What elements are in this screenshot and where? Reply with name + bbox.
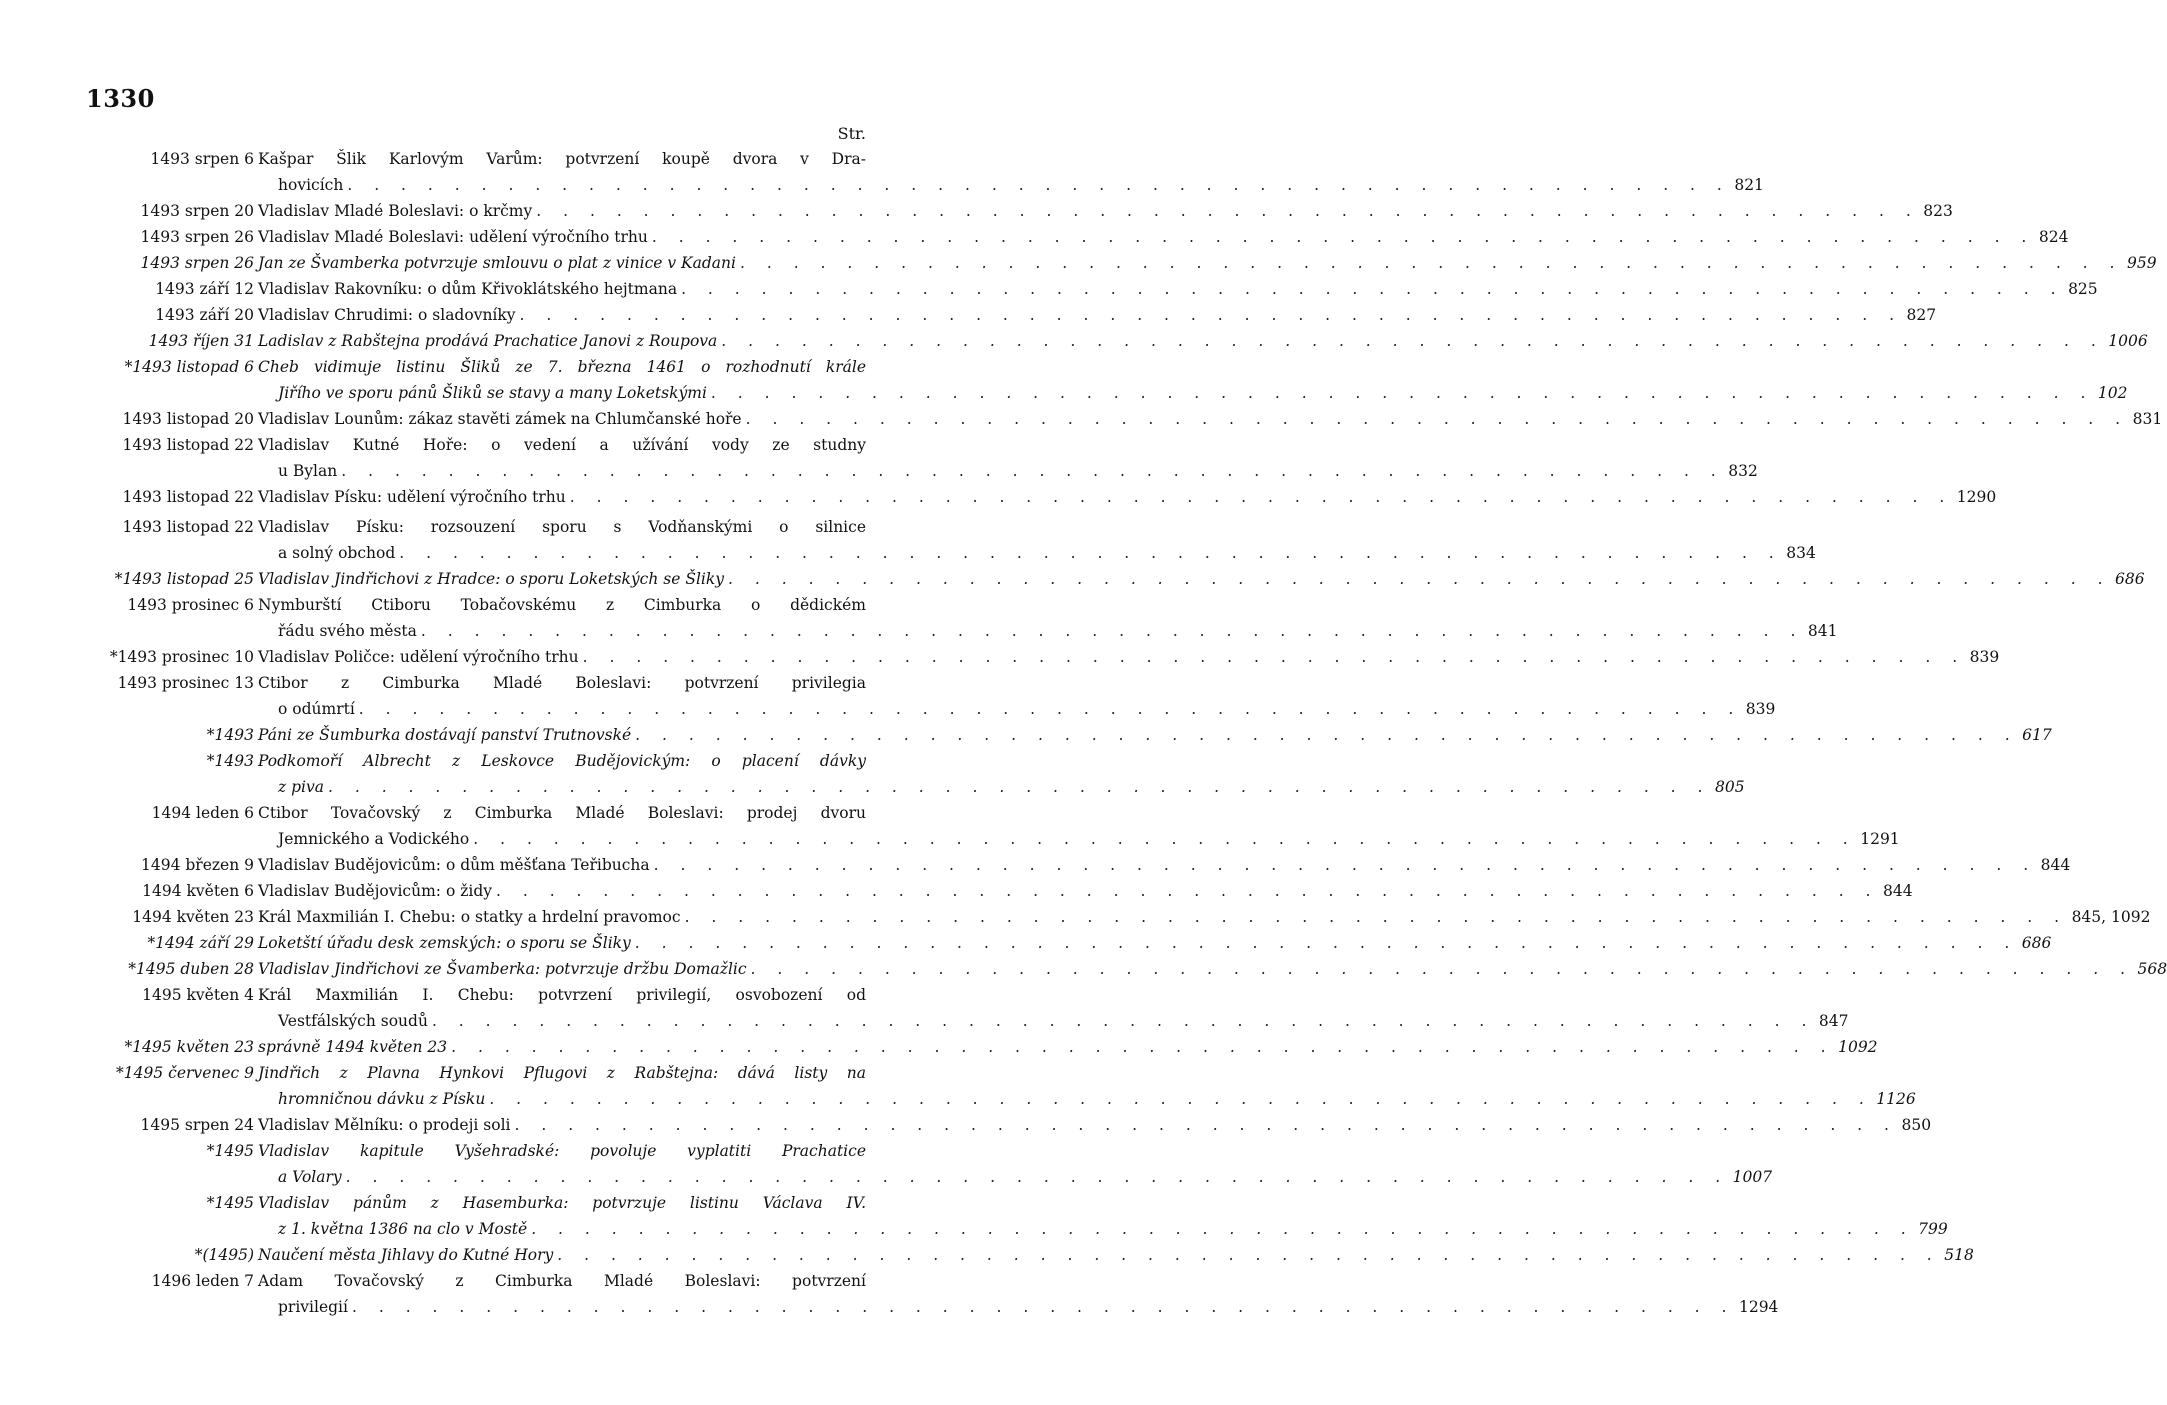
entry-date: 1494 leden 6 xyxy=(151,804,254,822)
index-entry xyxy=(0,276,2098,302)
entry-page-reference: 1126 xyxy=(1876,1090,1916,1108)
index-entry xyxy=(0,930,2052,956)
entry-text xyxy=(258,748,1745,800)
entry-line: Jindřich z Plavna Hynkovi Pflugovi z Rabštejna: dává listy na xyxy=(258,1064,866,1082)
dot-leader: . . . . . . . . . . . . . . . . . . . . . . . . . . . . . . . . . . . . . . . . . . . . . . . . . . . . xyxy=(710,384,2094,402)
dot-leader: . . . . . . . . . . . . . . . . . . . . . . . . . . . . . . . . . . . . . . . . . . . . . . . . . . . . xyxy=(582,648,1966,666)
entry-page-reference: 839 xyxy=(1969,648,2000,666)
entry-title: a solný obchod xyxy=(278,544,396,562)
entry-page-reference: 823 xyxy=(1923,202,1953,220)
entry-page-reference: 824 xyxy=(2038,228,2069,246)
entry-page-reference: 1006 xyxy=(2108,332,2148,350)
entry-date: 1496 leden 7 xyxy=(151,1272,254,1290)
entry-title: Vladislav Rakovníku: o dům Křivoklátského hejtmana xyxy=(258,280,678,298)
entry-date: 1493 srpen 26 xyxy=(140,228,254,246)
entry-date: 1493 listopad 20 xyxy=(122,410,254,428)
entry-date: 1493 srpen 20 xyxy=(140,202,254,220)
dot-leader: . . . . . . . . . . . . . . . . . . . . . . . . . . . . . . . . . . . . . . . . . . . . . . . . . . . . xyxy=(473,830,1857,848)
dot-leader: . . . . . . . . . . . . . . . . . . . . . . . . . . . . . . . . . . . . . . . . . . . . . . . . . . . . xyxy=(569,488,1953,506)
index-entry xyxy=(0,224,2069,250)
entry-page-reference: 518 xyxy=(1944,1246,1974,1264)
entry-title: řádu svého města xyxy=(278,622,417,640)
entry-date: 1495 květen 4 xyxy=(142,986,254,1004)
entry-title: Král Maxmilián I. Chebu: o statky a hrdelní pravomoc xyxy=(258,908,681,926)
entry-page-reference: 847 xyxy=(1818,1012,1849,1030)
index-entry xyxy=(0,514,1816,566)
index-entry xyxy=(0,956,2167,982)
entry-date: 1493 srpen 6 xyxy=(150,150,254,168)
entry-page-reference: 1092 xyxy=(1838,1038,1878,1056)
entry-text xyxy=(258,1138,1773,1190)
entry-date: *1493 listopad 25 xyxy=(114,570,254,588)
entry-title: Vladislav Mladé Boleslavi: udělení výročního trhu xyxy=(258,228,648,246)
entry-text xyxy=(258,1268,1779,1320)
dot-leader: . . . . . . . . . . . . . . . . . . . . . . . . . . . . . . . . . . . . . . . . . . . . . . . . . . . . xyxy=(351,1298,1735,1316)
dot-leader: . . . . . . . . . . . . . . . . . . . . . . . . . . . . . . . . . . . . . . . . . . . . . . . . . . . . xyxy=(399,544,1783,562)
entry-text xyxy=(258,484,1997,510)
entry-date: *1495 červenec 9 xyxy=(116,1064,254,1082)
entry-title: správně 1494 květen 23 xyxy=(258,1038,448,1056)
entry-date: *1495 xyxy=(206,1194,254,1212)
entry-date: 1493 říjen 31 xyxy=(148,332,254,350)
entry-page-reference: 617 xyxy=(2022,726,2052,744)
entry-title: z piva xyxy=(278,778,324,796)
index-entry xyxy=(0,670,1776,722)
entry-date: *1493 listopad 6 xyxy=(124,358,254,376)
entry-text xyxy=(258,1242,1974,1268)
index-entry xyxy=(0,566,2145,592)
entry-title: Vladislav Chrudimi: o sladovníky xyxy=(258,306,516,324)
dot-leader: . . . . . . . . . . . . . . . . . . . . . . . . . . . . . . . . . . . . . . . . . . . . . . . . . . . . xyxy=(431,1012,1815,1030)
entry-text xyxy=(258,354,2128,406)
entry-text xyxy=(258,302,1937,328)
entry-title: a Volary xyxy=(278,1168,342,1186)
entry-text xyxy=(258,224,2069,250)
entry-page-reference: 686 xyxy=(2021,934,2052,952)
index-entries xyxy=(0,146,2167,1320)
entry-line: Vladislav kapitule Vyšehradské: povoluje vyplatiti Prachatice xyxy=(258,1142,866,1160)
index-entry xyxy=(0,722,2052,748)
entry-date: 1493 srpen 26 xyxy=(140,254,254,272)
entry-date: *1493 prosinec 10 xyxy=(109,648,254,666)
entry-title: Loketští úřadu desk zemských: o sporu se Šliky xyxy=(258,934,631,952)
entry-page-reference: 102 xyxy=(2097,384,2128,402)
entry-page-reference: 799 xyxy=(1918,1220,1948,1238)
entry-page-reference: 686 xyxy=(2115,570,2145,588)
entry-date: 1495 srpen 24 xyxy=(140,1116,254,1134)
entry-title: Vladislav Písku: udělení výročního trhu xyxy=(258,488,566,506)
dot-leader: . . . . . . . . . . . . . . . . . . . . . . . . . . . . . . . . . . . . . . . . . . . . . . . . . . . . xyxy=(739,254,2123,272)
entry-text xyxy=(258,566,2145,592)
entry-date: 1494 březen 9 xyxy=(141,856,254,874)
index-entry xyxy=(0,1034,1878,1060)
entry-title: privilegií xyxy=(278,1298,348,1316)
index-entry xyxy=(0,852,2071,878)
entry-text xyxy=(258,982,1849,1034)
entry-title: o odúmrtí xyxy=(278,700,355,718)
entry-line: Vladislav pánům z Hasemburka: potvrzuje listinu Václava IV. xyxy=(258,1194,866,1212)
dot-leader: . . . . . . . . . . . . . . . . . . . . . . . . . . . . . . . . . . . . . . . . . . . . . . . . . . . . xyxy=(681,280,2065,298)
entry-title: Ladislav z Rabštejna prodává Prachatice Janovi z Roupova xyxy=(258,332,718,350)
entry-page-reference: 844 xyxy=(2040,856,2071,874)
entry-page-reference: 839 xyxy=(1745,700,1776,718)
entry-date: 1493 září 20 xyxy=(155,306,254,324)
entry-title: Vladislav Mělníku: o prodeji soli xyxy=(258,1116,511,1134)
entry-line: Podkomoří Albrecht z Leskovce Budějovickým: o placení dávky xyxy=(258,752,866,770)
entry-text xyxy=(258,276,2098,302)
entry-title: z 1. května 1386 na clo v Mostě xyxy=(278,1220,528,1238)
dot-leader: . . . . . . . . . . . . . . . . . . . . . . . . . . . . . . . . . . . . . . . . . . . . . . . . . . . . xyxy=(451,1038,1835,1056)
entry-page-reference: 827 xyxy=(1906,306,1937,324)
index-entry xyxy=(0,800,1900,852)
entry-page-reference: 841 xyxy=(1807,622,1838,640)
entry-page-reference: 832 xyxy=(1728,462,1758,480)
column-label-pages: Str. xyxy=(837,124,866,143)
index-entry xyxy=(0,1242,1974,1268)
dot-leader: . . . . . . . . . . . . . . . . . . . . . . . . . . . . . . . . . . . . . . . . . . . . . . . . . . . . xyxy=(345,1168,1729,1186)
index-entry xyxy=(0,406,2163,432)
entry-title: Jemnického a Vodického xyxy=(278,830,470,848)
dot-leader: . . . . . . . . . . . . . . . . . . . . . . . . . . . . . . . . . . . . . . . . . . . . . . . . . . . . xyxy=(745,410,2129,428)
entry-text xyxy=(258,432,1758,484)
index-entry xyxy=(0,748,1745,800)
dot-leader: . . . . . . . . . . . . . . . . . . . . . . . . . . . . . . . . . . . . . . . . . . . . . . . . . . . . xyxy=(496,882,1879,900)
entry-date: 1494 květen 23 xyxy=(132,908,254,926)
index-entry xyxy=(0,328,2148,354)
entry-title: Páni ze Šumburka dostávají panství Trutnovské xyxy=(258,726,632,744)
entry-line: Cheb vidimuje listinu Šliků ze 7. března 1461 o rozhodnutí krále xyxy=(258,358,866,376)
entry-text xyxy=(258,722,2052,748)
entry-page-reference: 1007 xyxy=(1732,1168,1773,1186)
entry-date: *1495 xyxy=(206,1142,254,1160)
entry-text xyxy=(258,406,2163,432)
dot-leader: . . . . . . . . . . . . . . . . . . . . . . . . . . . . . . . . . . . . . . . . . . . . . . . . . . . . xyxy=(341,462,1725,480)
entry-date: *1493 xyxy=(206,752,254,770)
entry-page-reference: 568 xyxy=(2137,960,2167,978)
entry-page-reference: 1291 xyxy=(1860,830,1900,848)
dot-leader: . . . . . . . . . . . . . . . . . . . . . . . . . . . . . . . . . . . . . . . . . . . . . . . . . . . . xyxy=(531,1220,1915,1238)
entry-page-reference: 805 xyxy=(1714,778,1745,796)
entry-text xyxy=(258,930,2052,956)
dot-leader: . . . . . . . . . . . . . . . . . . . . . . . . . . . . . . . . . . . . . . . . . . . . . . . . . . . . xyxy=(536,202,1920,220)
entry-line: Ctibor z Cimburka Mladé Boleslavi: potvrzení privilegia xyxy=(258,674,866,692)
entry-page-reference: 844 xyxy=(1882,882,1913,900)
entry-page-reference: 959 xyxy=(2126,254,2157,272)
entry-page-reference: 845, 1092 xyxy=(2071,908,2151,926)
index-entry xyxy=(0,878,1913,904)
dot-leader: . . . . . . . . . . . . . . . . . . . . . . . . . . . . . . . . . . . . . . . . . . . . . . . . . . . . xyxy=(635,726,2019,744)
index-entry xyxy=(0,1112,1932,1138)
entry-date: *1495 květen 23 xyxy=(124,1038,254,1056)
entry-title: Naučení města Jihlavy do Kutné Hory xyxy=(258,1246,554,1264)
entry-title: Vladislav Jindřichovi z Hradce: o sporu Loketských se Šliky xyxy=(258,570,725,588)
index-entry xyxy=(0,1060,1916,1112)
dot-leader: . . . . . . . . . . . . . . . . . . . . . . . . . . . . . . . . . . . . . . . . . . . . . . . . . . . . xyxy=(653,856,2037,874)
entry-date: *1493 xyxy=(206,726,254,744)
dot-leader: . . . . . . . . . . . . . . . . . . . . . . . . . . . . . . . . . . . . . . . . . . . . . . . . . . . . xyxy=(519,306,1903,324)
index-entry xyxy=(0,250,2157,276)
index-entry xyxy=(0,354,2128,406)
entry-title: Vladislav Budějovicům: o židy xyxy=(258,882,492,900)
index-entry xyxy=(0,198,1953,224)
dot-leader: . . . . . . . . . . . . . . . . . . . . . . . . . . . . . . . . . . . . . . . . . . . . . . . . . . . . xyxy=(684,908,2068,926)
entry-title: hovicích xyxy=(278,176,344,194)
entry-page-reference: 831 xyxy=(2132,410,2163,428)
entry-text xyxy=(258,328,2148,354)
entry-date: *1494 září 29 xyxy=(147,934,254,952)
entry-title: Jan ze Švamberka potvrzuje smlouvu o plat z vinice v Kadani xyxy=(258,254,736,272)
entry-text xyxy=(258,852,2071,878)
dot-leader: . . . . . . . . . . . . . . . . . . . . . . . . . . . . . . . . . . . . . . . . . . . . . . . . . . . . xyxy=(327,778,1711,796)
index-entry xyxy=(0,904,2151,930)
dot-leader: . . . . . . . . . . . . . . . . . . . . . . . . . . . . . . . . . . . . . . . . . . . . . . . . . . . . xyxy=(557,1246,1941,1264)
index-entry xyxy=(0,644,2000,670)
index-entry xyxy=(0,146,1764,198)
index-entry xyxy=(0,432,1758,484)
index-entry xyxy=(0,982,1849,1034)
entry-text xyxy=(258,250,2157,276)
entry-text xyxy=(258,904,2151,930)
entry-page-reference: 821 xyxy=(1734,176,1764,194)
index-entry xyxy=(0,592,1838,644)
entry-text xyxy=(258,146,1764,198)
entry-text xyxy=(258,644,2000,670)
dot-leader: . . . . . . . . . . . . . . . . . . . . . . . . . . . . . . . . . . . . . . . . . . . . . . . . . . . . xyxy=(728,570,2111,588)
dot-leader: . . . . . . . . . . . . . . . . . . . . . . . . . . . . . . . . . . . . . . . . . . . . . . . . . . . . xyxy=(420,622,1804,640)
entry-line: Nymburští Ctiboru Tobačovskému z Cimburka o dědickém xyxy=(258,596,866,614)
entry-date: 1493 listopad 22 xyxy=(122,436,254,454)
entry-title: Vladislav Mladé Boleslavi: o krčmy xyxy=(258,202,533,220)
entry-title: hromničnou dávku z Písku xyxy=(278,1090,486,1108)
page-number: 1330 xyxy=(86,84,155,113)
entry-text xyxy=(258,514,1816,566)
entry-date: *(1495) xyxy=(194,1246,254,1264)
entry-page-reference: 834 xyxy=(1786,544,1816,562)
dot-leader: . . . . . . . . . . . . . . . . . . . . . . . . . . . . . . . . . . . . . . . . . . . . . . . . . . . . xyxy=(489,1090,1873,1108)
entry-text xyxy=(258,1190,1948,1242)
entry-title: Vladislav Budějovicům: o dům měšťana Teřibucha xyxy=(258,856,650,874)
entry-text xyxy=(258,1060,1916,1112)
entry-title: Vladislav Jindřichovi ze Švamberka: potvrzuje držbu Domažlic xyxy=(258,960,747,978)
entry-title: u Bylan xyxy=(278,462,338,480)
entry-text xyxy=(258,198,1953,224)
index-entry xyxy=(0,484,1997,510)
entry-date: 1493 listopad 22 xyxy=(122,488,254,506)
entry-title: Vestfálských soudů xyxy=(278,1012,428,1030)
entry-text xyxy=(258,878,1913,904)
index-entry xyxy=(0,1268,1779,1320)
entry-date: 1493 prosinec 6 xyxy=(127,596,254,614)
dot-leader: . . . . . . . . . . . . . . . . . . . . . . . . . . . . . . . . . . . . . . . . . . . . . . . . . . . . xyxy=(721,332,2105,350)
entry-line: Vladislav Písku: rozsouzení sporu s Vodňanskými o silnice xyxy=(258,518,866,536)
entry-title: Jiřího ve sporu pánů Šliků se stavy a many Loketskými xyxy=(278,384,707,402)
dot-leader: . . . . . . . . . . . . . . . . . . . . . . . . . . . . . . . . . . . . . . . . . . . . . . . . . . . . xyxy=(634,934,2018,952)
dot-leader: . . . . . . . . . . . . . . . . . . . . . . . . . . . . . . . . . . . . . . . . . . . . . . . . . . . . xyxy=(750,960,2134,978)
entry-line: Ctibor Tovačovský z Cimburka Mladé Boleslavi: prodej dvoru xyxy=(258,804,866,822)
dot-leader: . . . . . . . . . . . . . . . . . . . . . . . . . . . . . . . . . . . . . . . . . . . . . . . . . . . . xyxy=(651,228,2035,246)
index-entry xyxy=(0,302,1937,328)
index-entry xyxy=(0,1190,1948,1242)
entry-line: Kašpar Šlik Karlovým Varům: potvrzení koupě dvora v Dra- xyxy=(258,150,866,168)
dot-leader: . . . . . . . . . . . . . . . . . . . . . . . . . . . . . . . . . . . . . . . . . . . . . . . . . . . . xyxy=(514,1116,1898,1134)
entry-date: 1493 září 12 xyxy=(155,280,254,298)
entry-title: Vladislav Poličce: udělení výročního trhu xyxy=(258,648,579,666)
dot-leader: . . . . . . . . . . . . . . . . . . . . . . . . . . . . . . . . . . . . . . . . . . . . . . . . . . . . xyxy=(358,700,1742,718)
entry-title: Vladislav Lounům: zákaz stavěti zámek na Chlumčanské hoře xyxy=(258,410,742,428)
entry-line: Král Maxmilián I. Chebu: potvrzení privilegií, osvobození od xyxy=(258,986,866,1004)
entry-page-reference: 825 xyxy=(2068,280,2098,298)
entry-page-reference: 1290 xyxy=(1956,488,1997,506)
entry-text xyxy=(258,1112,1932,1138)
entry-date: *1495 duben 28 xyxy=(128,960,254,978)
entry-line: Vladislav Kutné Hoře: o vedení a užívání vody ze studny xyxy=(258,436,866,454)
entry-date: 1494 květen 6 xyxy=(142,882,254,900)
entry-page-reference: 850 xyxy=(1901,1116,1932,1134)
entry-line: Adam Tovačovský z Cimburka Mladé Boleslavi: potvrzení xyxy=(258,1272,866,1290)
dot-leader: . . . . . . . . . . . . . . . . . . . . . . . . . . . . . . . . . . . . . . . . . . . . . . . . . . . . xyxy=(347,176,1731,194)
entry-text xyxy=(258,670,1776,722)
index-entry xyxy=(0,1138,1773,1190)
entry-text xyxy=(258,956,2167,982)
entry-page-reference: 1294 xyxy=(1738,1298,1779,1316)
entry-date: 1493 prosinec 13 xyxy=(117,674,254,692)
entry-text xyxy=(258,1034,1878,1060)
entry-date: 1493 listopad 22 xyxy=(122,518,254,536)
entry-text xyxy=(258,592,1838,644)
entry-text xyxy=(258,800,1900,852)
